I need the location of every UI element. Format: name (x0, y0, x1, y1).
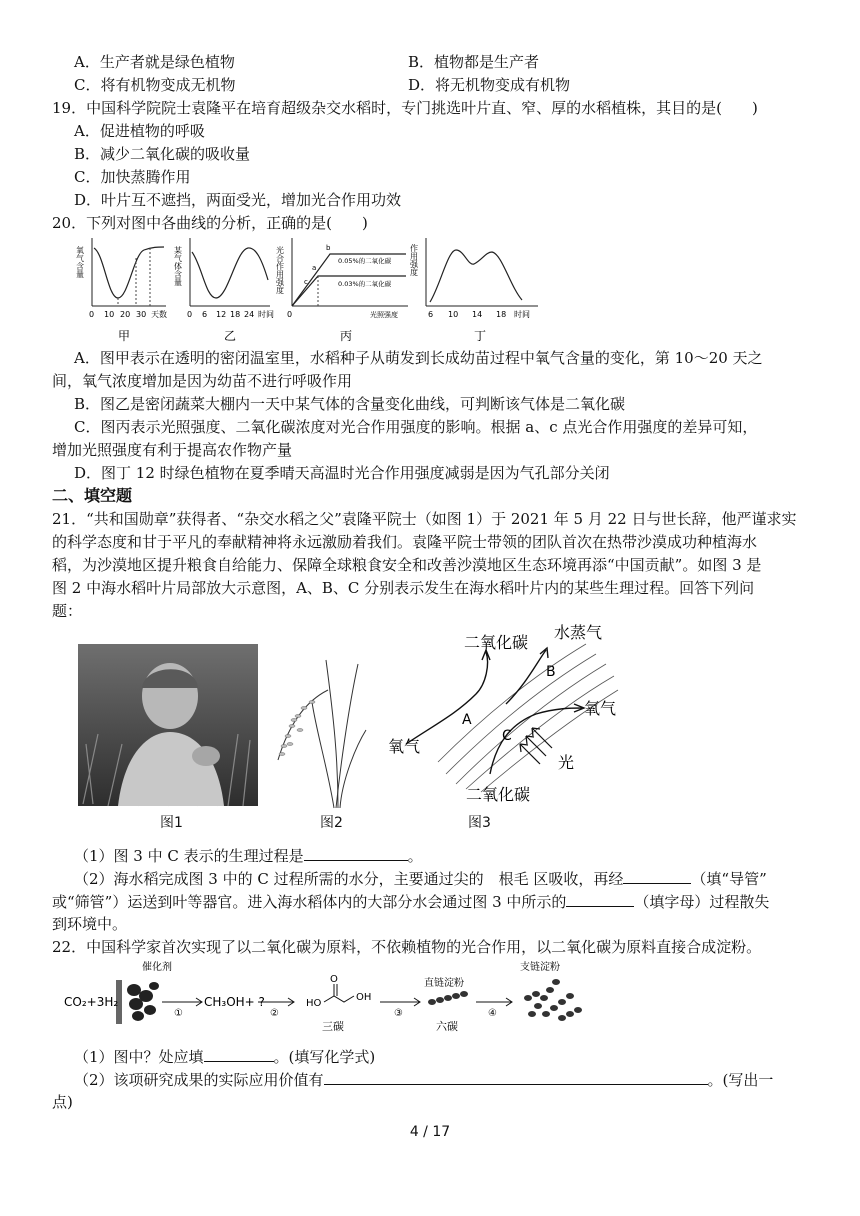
chart-bing-point-a: a (312, 264, 317, 272)
label-six-carbon: 六碳 (436, 1020, 458, 1033)
q22-sub2-text: （2）该项研究成果的实际应用价值有 (74, 1071, 324, 1089)
q21-stem-line4: 图 2 中海水稻叶片局部放大示意图，A、B、C 分别表示发生在海水稻叶片内的某些生理过程。回答下列问 (52, 579, 755, 597)
chart-yi-tick: 12 (216, 310, 227, 319)
answer-blank[interactable] (623, 868, 691, 884)
chart-bing-xlabel: 光照强度 (370, 311, 398, 319)
chart-yi-tick: 0 (187, 310, 193, 319)
answer-blank[interactable] (566, 891, 634, 907)
chart-jia (76, 238, 168, 343)
chart-bing-series-low: 0.03%的二氧化碳 (338, 280, 392, 288)
q18-option-a: A．生产者就是绿色植物 (74, 53, 235, 71)
chart-ding-curve (430, 250, 522, 302)
chart-jia-tick: 20 (120, 310, 131, 319)
chart-jia-tick: 30 (136, 310, 147, 319)
chart-ding-caption: 丁 (474, 329, 487, 343)
label-three-carbon: 三碳 (322, 1020, 344, 1033)
chart-ding-tick: 10 (448, 310, 459, 319)
q22-sub1 (74, 1046, 375, 1067)
q22-sub1-hint: 。(填写化学式) (273, 1048, 376, 1066)
q21-sub1 (74, 845, 423, 866)
fig1-photo (78, 644, 258, 806)
fig2-caption: 图2 (320, 815, 343, 831)
chart-yi-curve (192, 248, 268, 298)
q22-sub2-line2: 点) (52, 1093, 73, 1111)
chart-jia-xunit: 天数 (151, 310, 167, 319)
branched-starch (524, 979, 582, 1021)
chart-yi-ylabel: 某气体含量 (173, 246, 183, 286)
section-title: 二、填空题 (52, 486, 133, 505)
q21-sub2-line2 (52, 891, 769, 912)
step-3: ③ (394, 1008, 403, 1019)
label-co2-top: 二氧化碳 (464, 633, 529, 652)
three-carbon-chain (324, 996, 354, 1002)
chart-bing (275, 238, 409, 343)
fig1-caption: 图1 (160, 815, 183, 831)
q19-option-c: C．加快蒸腾作用 (74, 168, 191, 186)
answer-blank[interactable] (304, 845, 408, 861)
q21-sub2-line1 (74, 868, 767, 889)
q21-stem-line5: 题： (52, 602, 83, 620)
chart-yi-tick: 18 (230, 310, 241, 319)
label-light: 光 (558, 753, 575, 772)
chart-jia-tick: 0 (89, 310, 95, 319)
q22-stem: 22．中国科学家首次实现了以二氧化碳为原料，不依赖植物的光合作用，以二氧化碳为原料直接合成淀粉。 (52, 938, 762, 956)
chart-jia-ylabel: 氧气含量 (75, 246, 85, 278)
chart-ding-tick: 14 (472, 310, 483, 319)
label-methanol: CH₃OH+ ? (204, 995, 265, 1009)
q21-sub1-end: 。 (407, 847, 423, 865)
chart-bing-ylabel: 光合作用强度 (275, 246, 285, 294)
label-reactants: CO₂+3H₂ (64, 995, 119, 1009)
label-oh: OH (356, 992, 372, 1003)
q20-stem: 20．下列对图中各曲线的分析，正确的是( ) (52, 214, 368, 232)
q21-stem-line3: 稻，为沙漠地区提升粮食自给能力、保障全球粮食安全和改善沙漠地区生态环境再添“中国贡献”。如图 3 是 (52, 556, 762, 574)
label-process-b: B (546, 664, 556, 680)
q18-option-d: D．将无机物变成有机物 (408, 76, 571, 94)
chart-ding-tick: 18 (496, 310, 507, 319)
label-process-a: A (462, 712, 472, 728)
catalyst-particles (127, 982, 159, 1021)
label-oxygen-left: 氧气 (388, 737, 421, 756)
chart-bing-origin: 0 (287, 310, 293, 319)
q22-sub1-text: （1）图中？处应填 (74, 1048, 204, 1066)
q20-option-a-line2: 间，氧气浓度增加是因为幼苗不进行呼吸作用 (52, 372, 353, 390)
q20-option-a-line1: A．图甲表示在透明的密闭温室里，水稻种子从萌发到长成幼苗过程中氧气含量的变化，第 10～20 天之 (74, 349, 763, 367)
label-ho: HO (306, 998, 322, 1009)
q22-synthesis-scheme (62, 956, 602, 1040)
q18-option-b: B．植物都是生产者 (408, 53, 540, 71)
q21-sub2-hint: （填“导管” (691, 870, 767, 888)
q21-sub2-text: （2）海水稻完成图 3 中的 C 过程所需的水分，主要通过尖的 根毛 区吸收，再经 (74, 870, 624, 888)
page-number: 4 / 17 (409, 1124, 451, 1140)
fig3-caption: 图3 (468, 815, 491, 831)
chart-bing-series-high: 0.05%的二氧化碳 (338, 257, 392, 265)
chart-yi-tick: 24 (244, 310, 255, 319)
label-oxygen-right: 氧气 (584, 699, 617, 718)
q22-sub2 (74, 1069, 773, 1090)
chart-yi-tick: 6 (202, 310, 208, 319)
label-process-c: C (502, 728, 512, 744)
fig3-leaf-diagram (386, 624, 636, 810)
label-linear-starch: 直链淀粉 (424, 978, 464, 989)
answer-blank[interactable] (324, 1069, 708, 1085)
q20-option-d: D．图丁 12 时绿色植物在夏季晴天高温时光合作用强度减弱是因为气孔部分关闭 (74, 464, 610, 482)
chart-jia-curve (94, 247, 164, 298)
step-4: ④ (488, 1008, 497, 1019)
chart-ding-tick: 6 (428, 310, 434, 319)
chart-bing-caption: 丙 (340, 329, 353, 343)
q20-curve-figures (75, 236, 548, 346)
step-1: ① (174, 1008, 183, 1019)
light-arrows (520, 728, 552, 764)
q21-sub1-text: （1）图 3 中 C 表示的生理过程是 (74, 847, 304, 865)
q22-sub2-hint: 。(写出一 (707, 1071, 774, 1089)
process-a-arrow (406, 652, 488, 744)
q19-option-d: D．叶片互不遮挡，两面受光，增加光合作用功效 (74, 191, 402, 209)
q21-sub2-text2: 或“筛管”）运送到叶等器官。进入海水稻体内的大部分水会通过图 3 中所示的 (52, 893, 567, 911)
q19-stem: 19．中国科学院院士袁隆平在培育超级杂交水稻时，专门挑选叶片直、窄、厚的水稻植株，其目的是( ) (52, 99, 758, 117)
chart-jia-tick: 10 (104, 310, 115, 319)
chart-ding-ylabel: 作用强度 (409, 244, 419, 276)
label-o: O (330, 974, 338, 985)
chart-bing-point-b: b (326, 244, 331, 252)
q21-stem-line2: 的科学态度和甘于平凡的奉献精神将永远激励着我们。袁隆平院士带领的团队首次在热带沙漠成功种植海水 (52, 533, 758, 551)
q21-sub2-hint2: （填字母）过程散失 (634, 893, 770, 911)
q20-option-c-line2: 增加光照强度有利于提高农作物产量 (52, 441, 293, 459)
q21-stem-line1: 21．“共和国勋章”获得者、“杂交水稻之父”袁隆平院士（如图 1）于 2021 年 5 月 22 日与世长辞，他严谨求实 (52, 510, 797, 528)
label-catalyst: 催化剂 (142, 962, 172, 973)
q20-option-b: B．图乙是密闭蔬菜大棚内一天中某气体的含量变化曲线，可判断该气体是二氧化碳 (74, 395, 626, 413)
chart-yi (174, 238, 275, 343)
label-branched-starch: 支链淀粉 (520, 962, 560, 973)
chart-ding-xunit: 时间 (514, 310, 530, 319)
step-2: ② (270, 1008, 279, 1019)
chart-yi-caption: 乙 (224, 329, 237, 343)
chart-yi-xunit: 时间 (258, 310, 274, 319)
chart-bing-point-c: c (304, 278, 308, 286)
chart-ding (409, 238, 539, 343)
linear-starch-chain (428, 991, 468, 1005)
answer-blank[interactable] (204, 1046, 274, 1062)
q20-option-c-line1: C．图丙表示光照强度、二氧化碳浓度对光合作用强度的影响。根据 a、c 点光合作用强度的差异可知， (74, 418, 758, 436)
q19-option-a: A．促进植物的呼吸 (74, 122, 205, 140)
q21-sub2-line3: 到环境中。 (52, 915, 128, 933)
chart-jia-caption: 甲 (118, 329, 131, 343)
q19-option-b: B．减少二氧化碳的吸收量 (74, 145, 251, 163)
label-water-vapor: 水蒸气 (554, 623, 603, 642)
label-co2-bottom: 二氧化碳 (466, 785, 531, 804)
q18-option-c: C．将有机物变成无机物 (74, 76, 236, 94)
fig2-rice-plant (268, 650, 378, 810)
